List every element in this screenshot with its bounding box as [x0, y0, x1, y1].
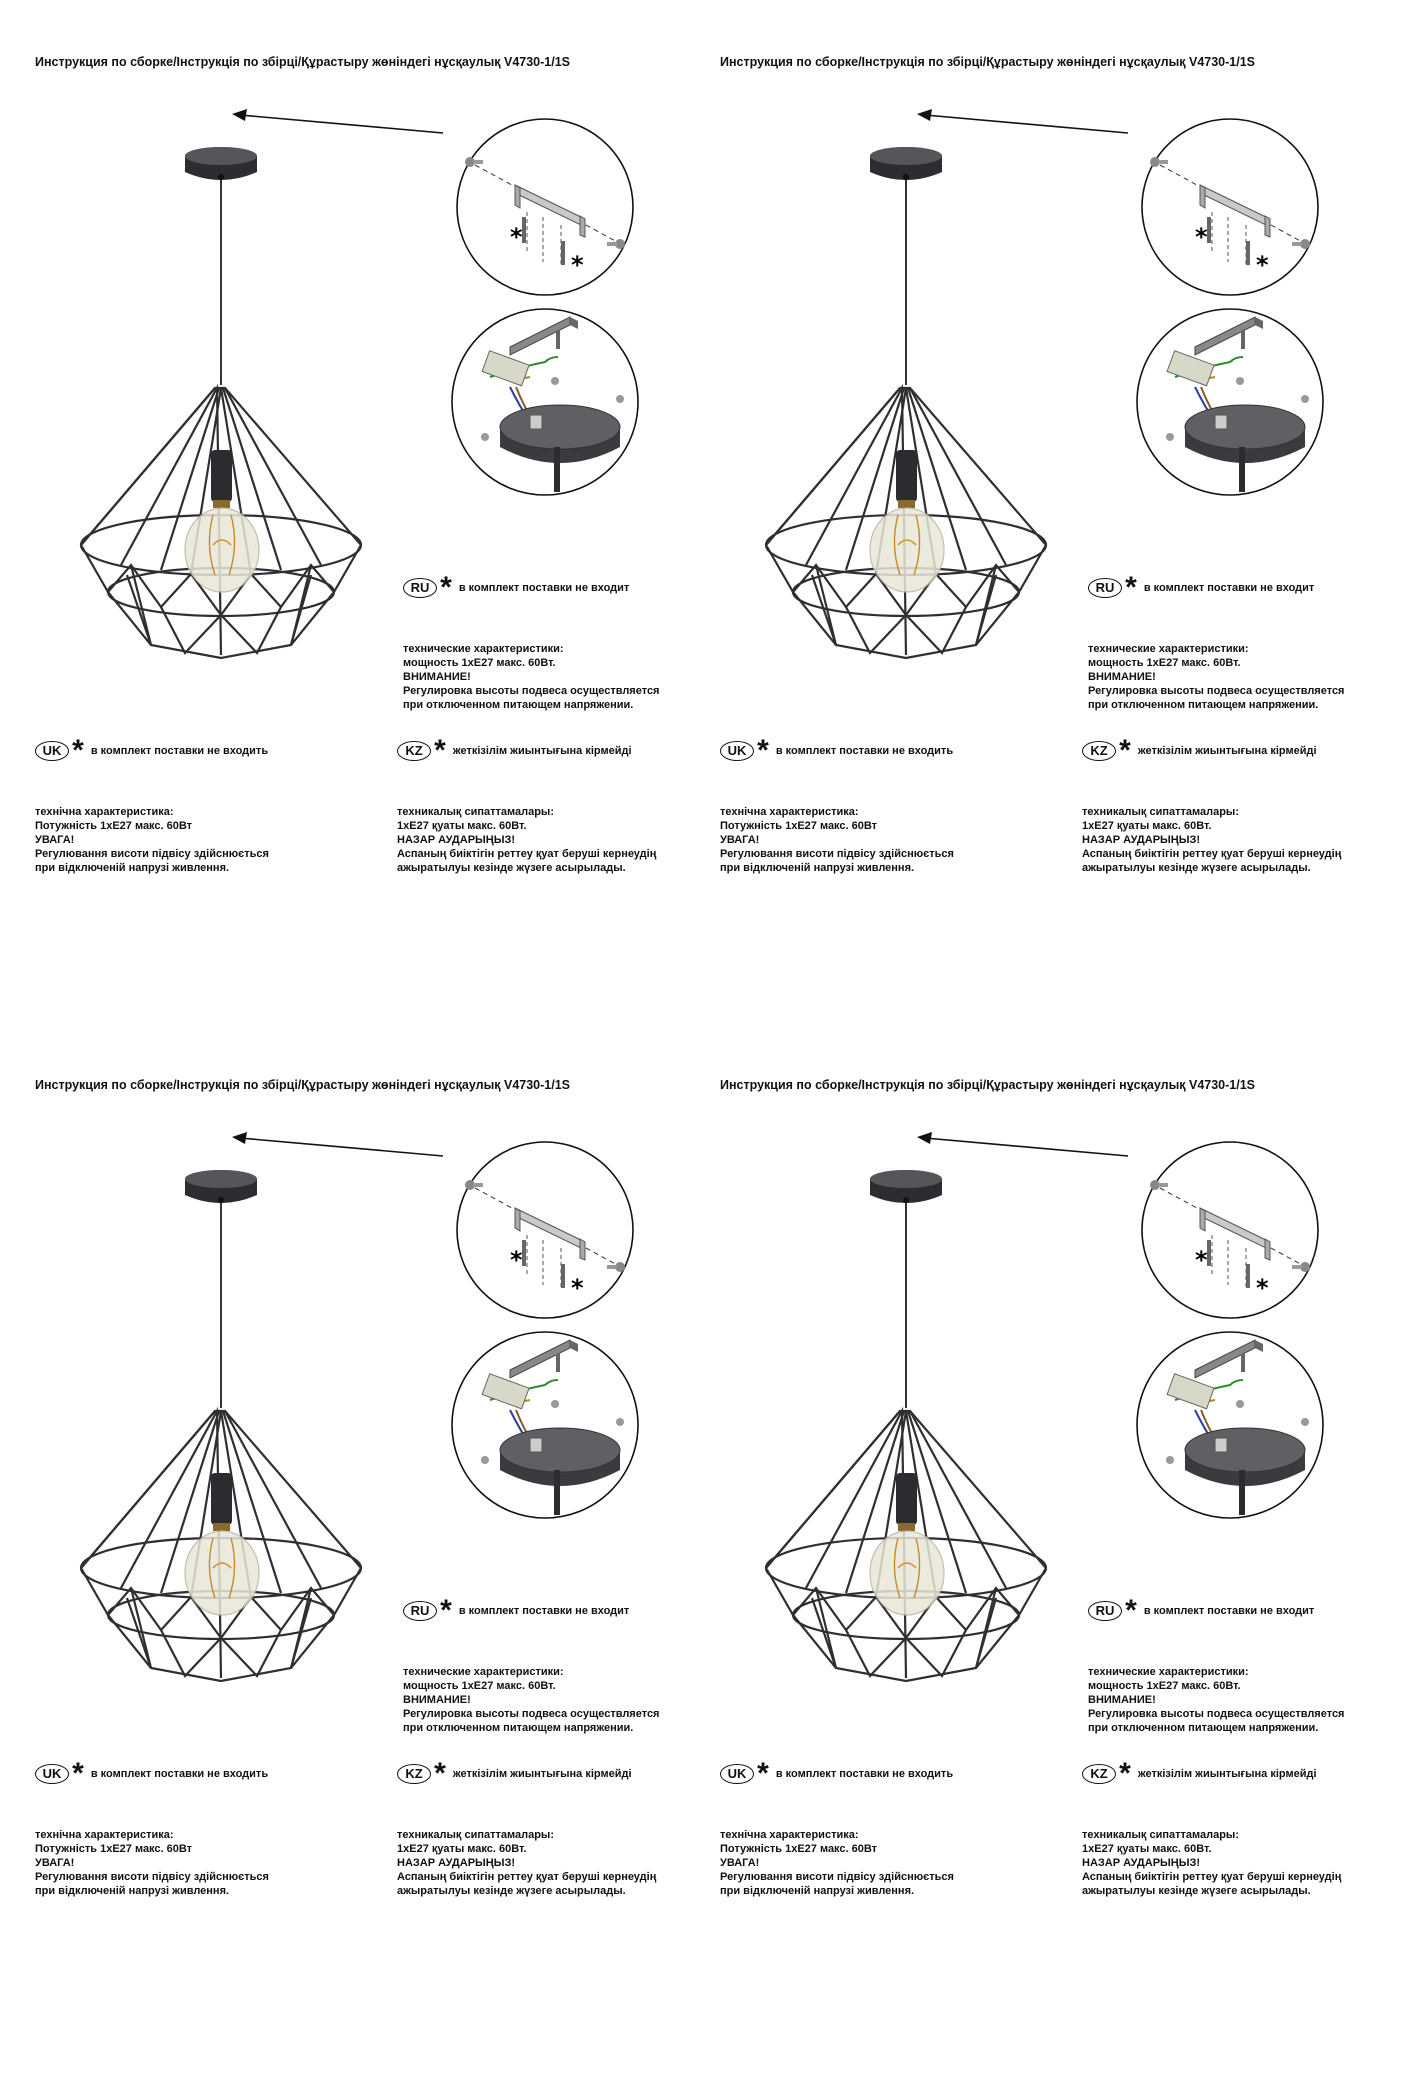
kz-warning-heading: НАЗАР АУДАРЫҢЫЗ!: [397, 1857, 516, 1869]
wiring-connection-detail: [1135, 1330, 1325, 1520]
asterisk-mark: *: [571, 251, 584, 279]
kz-spec-power: 1xE27 қуаты макс. 60Вт.: [397, 1843, 527, 1855]
ru-warning-line-2: при отключенном питающем напряжении.: [1088, 699, 1319, 711]
uk-warning-line-1: Регулювання висоти підвісу здійснюється: [720, 848, 954, 860]
kz-specifications: [1082, 1828, 1341, 1898]
instruction-panel-2: [720, 55, 1415, 1055]
uk-warning-heading: УВАГА!: [720, 1857, 760, 1869]
asterisk-mark: *: [571, 1274, 584, 1302]
wiring-connection-detail: [450, 1330, 640, 1520]
kz-language-badge: KZ: [1082, 1764, 1116, 1784]
ru-not-included-note: в комплект поставки не входит: [458, 1605, 630, 1617]
kz-language-badge: KZ: [1082, 741, 1116, 761]
uk-language-badge: UK: [35, 741, 69, 761]
ru-warning-line-2: при отключенном питающем напряжении.: [403, 1722, 634, 1734]
kz-not-included-note: жеткізілім жиынтығына кірмейді: [452, 1768, 632, 1780]
uk-specifications: [720, 805, 954, 875]
uk-spec-power: Потужність 1xE27 макс. 60Вт: [720, 1843, 878, 1855]
uk-spec-heading: технічна характеристика:: [720, 806, 859, 818]
uk-warning-line-1: Регулювання висоти підвісу здійснюється: [35, 848, 269, 860]
asterisk-mark: *: [510, 223, 523, 251]
asterisk-icon: *: [1125, 1594, 1137, 1627]
ru-warning-heading: ВНИМАНИЕ!: [403, 671, 471, 683]
asterisk-icon: *: [440, 1594, 452, 1627]
ru-spec-heading: технические характеристики:: [403, 643, 564, 655]
uk-warning-heading: УВАГА!: [35, 834, 75, 846]
kz-warning-line-2: ажыратылуы кезінде жүзеге асырылады.: [397, 1885, 626, 1897]
ru-not-included-row: [403, 1594, 630, 1627]
uk-specifications: [35, 1828, 269, 1898]
kz-spec-power: 1xE27 қуаты макс. 60Вт.: [397, 820, 527, 832]
kz-spec-heading: техникалық сипаттамалары:: [397, 806, 554, 818]
instruction-title: Инструкция по сборке/Інструкція по збірці/Құрастыру жөніндегі нұсқаулық V4730-1/1S: [35, 55, 570, 69]
ru-specifications: [403, 1665, 659, 1735]
kz-spec-power: 1xE27 қуаты макс. 60Вт.: [1082, 1843, 1212, 1855]
asterisk-icon: *: [1119, 734, 1131, 767]
ru-warning-heading: ВНИМАНИЕ!: [403, 1694, 471, 1706]
uk-not-included-note: в комплект поставки не входить: [775, 1768, 954, 1780]
ru-warning-line-2: при отключенном питающем напряжении.: [403, 699, 634, 711]
wiring-connection-detail: [1135, 307, 1325, 497]
uk-warning-heading: УВАГА!: [35, 1857, 75, 1869]
instruction-panel-1: [35, 55, 735, 1055]
kz-not-included-note: жеткізілім жиынтығына кірмейді: [452, 745, 632, 757]
kz-spec-power: 1xE27 қуаты макс. 60Вт.: [1082, 820, 1212, 832]
uk-spec-power: Потужність 1xE27 макс. 60Вт: [35, 1843, 193, 1855]
ru-warning-line-2: при отключенном питающем напряжении.: [1088, 1722, 1319, 1734]
wiring-connection-detail: [450, 307, 640, 497]
instruction-panel-3: [35, 1078, 735, 2078]
asterisk-icon: *: [1125, 571, 1137, 604]
kz-spec-heading: техникалық сипаттамалары:: [1082, 1829, 1239, 1841]
uk-language-badge: UK: [720, 1764, 754, 1784]
asterisk-icon: *: [440, 571, 452, 604]
uk-specifications: [35, 805, 269, 875]
asterisk-icon: *: [757, 1757, 769, 1790]
kz-spec-heading: техникалық сипаттамалары:: [397, 1829, 554, 1841]
kz-warning-line-1: Аспаның биіктігін реттеу қуат беруші кернеудің: [397, 1871, 657, 1883]
asterisk-mark: *: [1195, 1246, 1208, 1274]
ru-not-included-row: [403, 571, 630, 604]
asterisk-mark: *: [510, 1246, 523, 1274]
asterisk-icon: *: [72, 734, 84, 767]
kz-language-badge: KZ: [397, 1764, 431, 1784]
uk-warning-line-2: при відключеній напрузі живлення.: [720, 862, 915, 874]
uk-spec-heading: технічна характеристика:: [35, 1829, 174, 1841]
uk-not-included-note: в комплект поставки не входить: [90, 745, 269, 757]
uk-warning-line-1: Регулювання висоти підвісу здійснюється: [35, 1871, 269, 1883]
uk-warning-line-2: при відключеній напрузі живлення.: [720, 1885, 915, 1897]
ru-not-included-note: в комплект поставки не входит: [458, 582, 630, 594]
uk-warning-line-2: при відключеній напрузі живлення.: [35, 862, 230, 874]
kz-warning-line-1: Аспаның биіктігін реттеу қуат беруші кернеудің: [1082, 1871, 1342, 1883]
kz-spec-heading: техникалық сипаттамалары:: [1082, 806, 1239, 818]
kz-warning-heading: НАЗАР АУДАРЫҢЫЗ!: [397, 834, 516, 846]
ru-warning-line-1: Регулировка высоты подвеса осуществляется: [1088, 685, 1345, 697]
ru-spec-power: мощность 1xE27 макс. 60Вт.: [403, 1680, 556, 1692]
instruction-panel-4: [720, 1078, 1415, 2078]
kz-warning-line-2: ажыратылуы кезінде жүзеге асырылады.: [397, 862, 626, 874]
ru-specifications: [1088, 642, 1344, 712]
asterisk-mark: *: [1256, 251, 1269, 279]
ru-warning-line-1: Регулировка высоты подвеса осуществляется: [403, 1708, 660, 1720]
uk-language-badge: UK: [720, 741, 754, 761]
kz-not-included-row: [1082, 734, 1317, 767]
mounting-bracket-detail: [455, 117, 635, 297]
kz-not-included-row: [1082, 1757, 1317, 1790]
kz-warning-heading: НАЗАР АУДАРЫҢЫЗ!: [1082, 834, 1201, 846]
kz-warning-line-2: ажыратылуы кезінде жүзеге асырылады.: [1082, 1885, 1311, 1897]
uk-not-included-row: [35, 734, 269, 767]
uk-spec-power: Потужність 1xE27 макс. 60Вт: [35, 820, 193, 832]
asterisk-icon: *: [1119, 1757, 1131, 1790]
uk-spec-heading: технічна характеристика:: [35, 806, 174, 818]
uk-warning-line-2: при відключеній напрузі живлення.: [35, 1885, 230, 1897]
mounting-bracket-detail: [455, 1140, 635, 1320]
ru-warning-line-1: Регулировка высоты подвеса осуществляется: [1088, 1708, 1345, 1720]
asterisk-icon: *: [434, 734, 446, 767]
asterisk-icon: *: [72, 1757, 84, 1790]
kz-warning-line-1: Аспаның биіктігін реттеу қуат беруші кернеудің: [397, 848, 657, 860]
uk-specifications: [720, 1828, 954, 1898]
asterisk-icon: *: [434, 1757, 446, 1790]
uk-spec-heading: технічна характеристика:: [720, 1829, 859, 1841]
uk-warning-line-1: Регулювання висоти підвісу здійснюється: [720, 1871, 954, 1883]
instruction-title: Инструкция по сборке/Інструкція по збірці/Құрастыру жөніндегі нұсқаулық V4730-1/1S: [35, 1078, 570, 1092]
kz-not-included-note: жеткізілім жиынтығына кірмейді: [1137, 1768, 1317, 1780]
kz-specifications: [397, 805, 656, 875]
kz-specifications: [1082, 805, 1341, 875]
instruction-title: Инструкция по сборке/Інструкція по збірці/Құрастыру жөніндегі нұсқаулық V4730-1/1S: [720, 55, 1255, 69]
ru-warning-line-1: Регулировка высоты подвеса осуществляется: [403, 685, 660, 697]
asterisk-mark: *: [1195, 223, 1208, 251]
ru-not-included-note: в комплект поставки не входит: [1143, 1605, 1315, 1617]
asterisk-icon: *: [757, 734, 769, 767]
uk-not-included-note: в комплект поставки не входить: [90, 1768, 269, 1780]
mounting-bracket-detail: [1140, 117, 1320, 297]
ru-language-badge: RU: [403, 1601, 437, 1621]
ru-not-included-row: [1088, 571, 1315, 604]
kz-language-badge: KZ: [397, 741, 431, 761]
mounting-bracket-detail: [1140, 1140, 1320, 1320]
uk-spec-power: Потужність 1xE27 макс. 60Вт: [720, 820, 878, 832]
ru-specifications: [1088, 1665, 1344, 1735]
kz-warning-heading: НАЗАР АУДАРЫҢЫЗ!: [1082, 1857, 1201, 1869]
kz-not-included-row: [397, 1757, 632, 1790]
instruction-title: Инструкция по сборке/Інструкція по збірці/Құрастыру жөніндегі нұсқаулық V4730-1/1S: [720, 1078, 1255, 1092]
uk-language-badge: UK: [35, 1764, 69, 1784]
ru-not-included-row: [1088, 1594, 1315, 1627]
ru-warning-heading: ВНИМАНИЕ!: [1088, 671, 1156, 683]
ru-language-badge: RU: [1088, 578, 1122, 598]
ru-language-badge: RU: [1088, 1601, 1122, 1621]
ru-warning-heading: ВНИМАНИЕ!: [1088, 1694, 1156, 1706]
ru-spec-power: мощность 1xE27 макс. 60Вт.: [403, 657, 556, 669]
uk-warning-heading: УВАГА!: [720, 834, 760, 846]
kz-not-included-note: жеткізілім жиынтығына кірмейді: [1137, 745, 1317, 757]
kz-not-included-row: [397, 734, 632, 767]
kz-warning-line-1: Аспаның биіктігін реттеу қуат беруші кернеудің: [1082, 848, 1342, 860]
ru-not-included-note: в комплект поставки не входит: [1143, 582, 1315, 594]
ru-spec-heading: технические характеристики:: [403, 1666, 564, 1678]
ru-specifications: [403, 642, 659, 712]
uk-not-included-row: [720, 734, 954, 767]
uk-not-included-row: [35, 1757, 269, 1790]
ru-spec-heading: технические характеристики:: [1088, 643, 1249, 655]
uk-not-included-row: [720, 1757, 954, 1790]
ru-spec-power: мощность 1xE27 макс. 60Вт.: [1088, 1680, 1241, 1692]
kz-specifications: [397, 1828, 656, 1898]
ru-spec-heading: технические характеристики:: [1088, 1666, 1249, 1678]
ru-spec-power: мощность 1xE27 макс. 60Вт.: [1088, 657, 1241, 669]
uk-not-included-note: в комплект поставки не входить: [775, 745, 954, 757]
ru-language-badge: RU: [403, 578, 437, 598]
kz-warning-line-2: ажыратылуы кезінде жүзеге асырылады.: [1082, 862, 1311, 874]
asterisk-mark: *: [1256, 1274, 1269, 1302]
